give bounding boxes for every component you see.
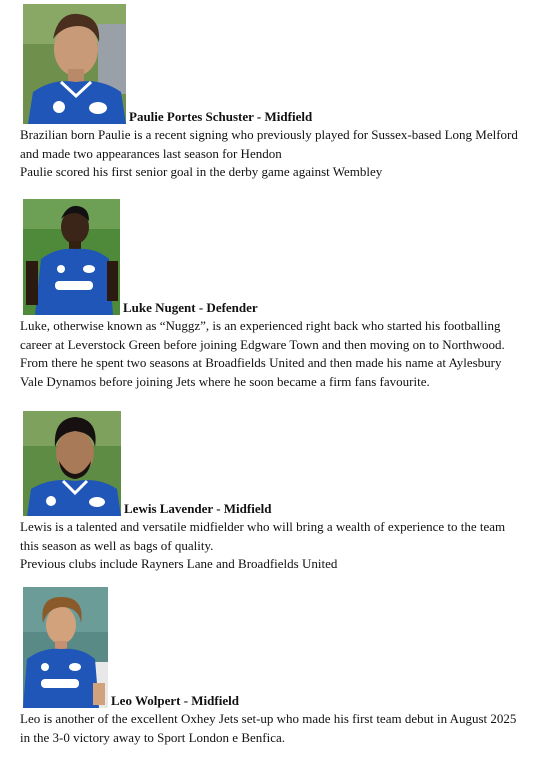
player-bio <box>20 710 520 747</box>
player-bio <box>20 518 520 574</box>
player-photo <box>23 4 126 124</box>
player-bio <box>20 317 520 391</box>
player-header <box>20 587 520 708</box>
bio-paragraph: Previous clubs include Rayners Lane and Broadfields United <box>20 556 338 571</box>
player-card <box>20 199 520 391</box>
player-card <box>20 4 520 182</box>
bio-paragraph: Paulie scored his first senior goal in the derby game against Wembley <box>20 164 383 179</box>
player-photo <box>23 587 108 708</box>
player-name: Leo Wolpert - Midfield <box>111 693 239 708</box>
player-name: Luke Nugent - Defender <box>123 300 258 315</box>
player-header <box>20 411 520 516</box>
bio-paragraph: Lewis is a talented and versatile midfielder who will bring a wealth of experience to the team this season as well as bags of quality. <box>20 519 506 553</box>
player-card <box>20 587 520 747</box>
bio-paragraph: Brazilian born Paulie is a recent signing who previously played for Sussex-based Long Melford and made two appearances last season for Hendon <box>20 127 518 161</box>
player-photo <box>23 199 120 315</box>
bio-paragraph: Leo is another of the excellent Oxhey Jets set-up who made his first team debut in August 2025 in the 3-0 victory away to Sport London e Benfica. <box>20 711 517 745</box>
player-header <box>20 199 520 315</box>
player-name: Paulie Portes Schuster - Midfield <box>129 109 313 124</box>
player-photo <box>23 411 121 516</box>
bio-paragraph: Luke, otherwise known as “Nuggz”, is an experienced right back who started his footballing career at Leverstock Green before joining Edgware Town and then moving on to Northwood. From there he spent two seasons at Broadfields United and then made his name at Aylesbury Vale Dynamos before joining Jets where he soon became a firm fans favourite. <box>20 318 505 389</box>
player-bio <box>20 126 520 182</box>
player-card <box>20 411 520 574</box>
player-name: Lewis Lavender - Midfield <box>124 501 272 516</box>
player-header <box>20 4 520 124</box>
